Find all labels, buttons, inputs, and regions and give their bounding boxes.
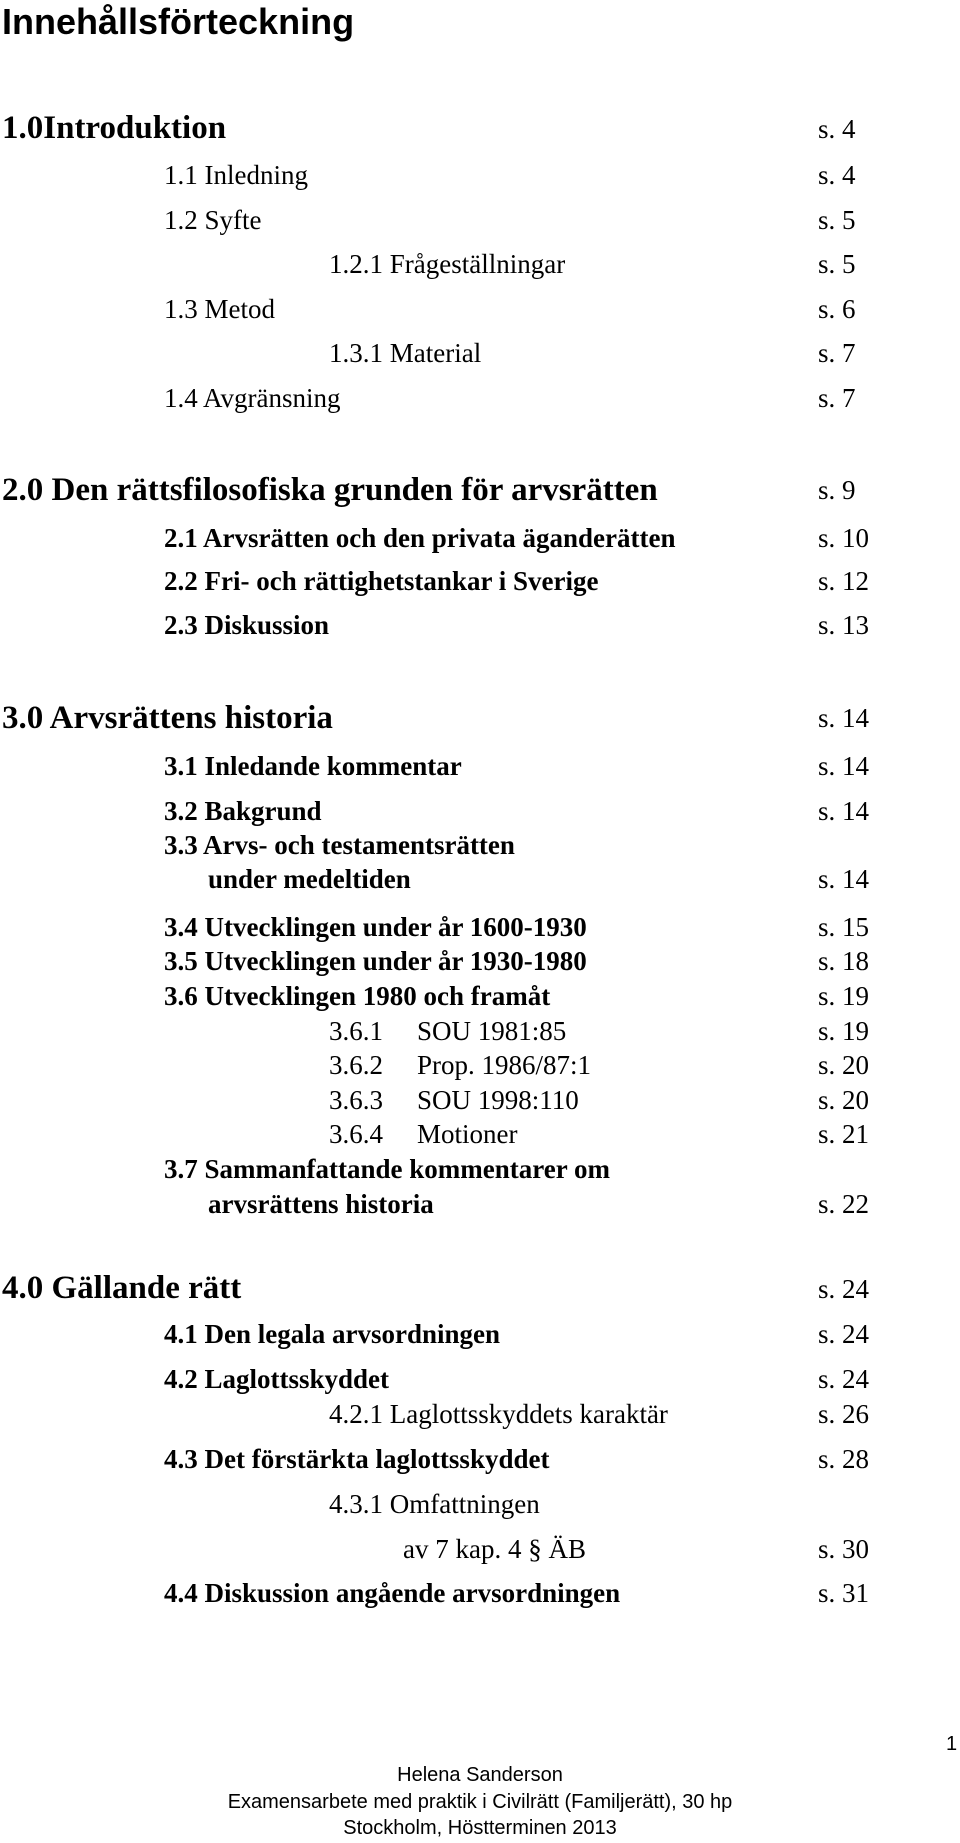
toc-page-3-4: s. 15	[818, 912, 870, 942]
toc-entry-3-6-3: SOU 1998:110	[417, 1085, 579, 1115]
toc-entry-3-6-2-num: 3.6.2	[329, 1050, 383, 1080]
toc-entry-1-3-1: 1.3.1 Material	[329, 338, 482, 368]
toc-entry-3-6-1-num: 3.6.1	[329, 1016, 383, 1046]
toc-page-2-2: s. 12	[818, 566, 870, 596]
toc-entry-3-6-4-num: 3.6.4	[329, 1119, 383, 1149]
toc-page-3-5: s. 18	[818, 946, 870, 976]
toc-entry-1-3: 1.3 Metod	[164, 294, 275, 324]
toc-entry-3-2: 3.2 Bakgrund	[164, 796, 322, 826]
toc-page-2: s. 9	[818, 475, 856, 505]
toc-page-3-6-1: s. 19	[818, 1016, 870, 1046]
toc-page-1-2-1: s. 5	[818, 249, 856, 279]
toc-heading-4: 4.0 Gällande rätt	[2, 1270, 242, 1306]
toc-page-1-3-1: s. 7	[818, 338, 856, 368]
toc-page-3-6: s. 19	[818, 981, 870, 1011]
toc-page-4: s. 24	[818, 1274, 870, 1304]
toc-heading-2: 2.0 Den rättsfilosofiska grunden för arvsrätten	[2, 472, 658, 508]
toc-entry-2-3: 2.3 Diskussion	[164, 610, 330, 640]
toc-page-3-3: s. 14	[818, 864, 870, 894]
toc-entry-4-2: 4.2 Laglottsskyddet	[164, 1364, 390, 1394]
toc-page-3-1: s. 14	[818, 751, 870, 781]
toc-page-1: s. 4	[818, 114, 856, 144]
toc-page-4-3: s. 28	[818, 1444, 870, 1474]
toc-page-1-1: s. 4	[818, 160, 856, 190]
toc-entry-2-2: 2.2 Fri- och rättighetstankar i Sverige	[164, 566, 599, 596]
toc-page-4-2-1: s. 26	[818, 1399, 870, 1429]
toc-entry-3-5: 3.5 Utvecklingen under år 1930-1980	[164, 946, 587, 976]
toc-entry-3-3-line2: under medeltiden	[208, 864, 411, 894]
toc-page-1-4: s. 7	[818, 383, 856, 413]
toc-entry-1-1: 1.1 Inledning	[164, 160, 308, 190]
toc-entry-4-2-1: 4.2.1 Laglottsskyddets karaktär	[329, 1399, 668, 1429]
toc-entry-3-7-line1: 3.7 Sammanfattande kommentarer om	[164, 1154, 610, 1184]
toc-page-4-4: s. 31	[818, 1578, 870, 1608]
footer-course: Examensarbete med praktik i Civilrätt (Familjerätt), 30 hp	[227, 1791, 733, 1813]
toc-page-2-1: s. 10	[818, 523, 870, 553]
toc-page-3: s. 14	[818, 703, 870, 733]
toc-entry-4-3-1-line2: av 7 kap. 4 § ÄB	[403, 1534, 586, 1564]
footer-place-term: Stockholm, Höstterminen 2013	[343, 1817, 617, 1839]
toc-page-4-3-1: s. 30	[818, 1534, 870, 1564]
toc-page-4-2: s. 24	[818, 1364, 870, 1394]
toc-page-1-3: s. 6	[818, 294, 856, 324]
toc-entry-1-4: 1.4 Avgränsning	[164, 383, 341, 413]
toc-entry-4-3: 4.3 Det förstärkta laglottsskyddet	[164, 1444, 550, 1474]
toc-entry-4-3-1-line1: 4.3.1 Omfattningen	[329, 1489, 540, 1519]
footer-page-number: 1	[946, 1733, 958, 1755]
footer-author: Helena Sanderson	[397, 1764, 563, 1786]
toc-entry-3-7-line2: arvsrättens historia	[208, 1189, 434, 1219]
toc-entry-3-6-1: SOU 1981:85	[417, 1016, 567, 1046]
toc-page-2-3: s. 13	[818, 610, 870, 640]
toc-entry-4-4: 4.4 Diskussion angående arvsordningen	[164, 1578, 621, 1608]
toc-entry-2-1: 2.1 Arvsrätten och den privata äganderätten	[164, 523, 676, 553]
toc-page-1-2: s. 5	[818, 205, 856, 235]
toc-page-3-6-3: s. 20	[818, 1085, 870, 1115]
toc-entry-3-6: 3.6 Utvecklingen 1980 och framåt	[164, 981, 551, 1011]
toc-page-3-6-4: s. 21	[818, 1119, 870, 1149]
toc-entry-1-2-1: 1.2.1 Frågeställningar	[329, 249, 566, 279]
toc-entry-3-6-3-num: 3.6.3	[329, 1085, 383, 1115]
toc-entry-4-1: 4.1 Den legala arvsordningen	[164, 1319, 501, 1349]
toc-entry-3-3-line1: 3.3 Arvs- och testamentsrätten	[164, 830, 515, 860]
toc-heading-1: 1.0Introduktion	[2, 110, 227, 146]
toc-page-4-1: s. 24	[818, 1319, 870, 1349]
toc-heading-3: 3.0 Arvsrättens historia	[2, 700, 333, 736]
toc-entry-3-1: 3.1 Inledande kommentar	[164, 751, 462, 781]
toc-entry-1-2: 1.2 Syfte	[164, 205, 262, 235]
toc-entry-3-6-2: Prop. 1986/87:1	[417, 1050, 592, 1080]
toc-entry-3-6-4: Motioner	[417, 1119, 518, 1149]
toc-page-3-2: s. 14	[818, 796, 870, 826]
toc-page-3-7: s. 22	[818, 1189, 870, 1219]
toc-title: Innehållsförteckning	[2, 1, 355, 42]
toc-page-3-6-2: s. 20	[818, 1050, 870, 1080]
toc-entry-3-4: 3.4 Utvecklingen under år 1600-1930	[164, 912, 587, 942]
